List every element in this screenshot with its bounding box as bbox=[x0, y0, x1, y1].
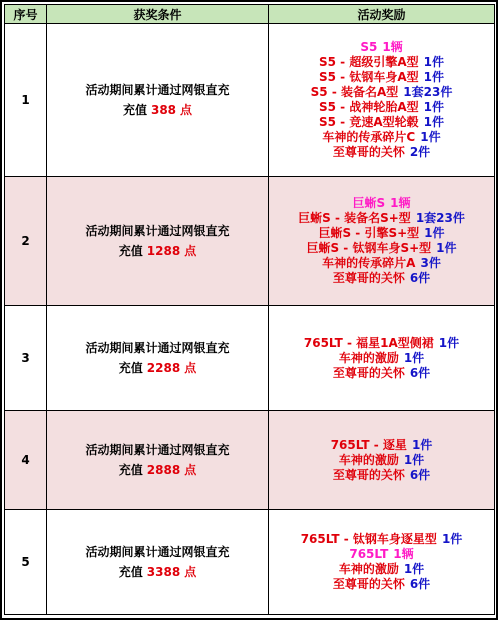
reward-quantity: 1件 bbox=[411, 437, 433, 452]
condition-text: 活动期间累计通过网银直充 bbox=[85, 443, 230, 457]
reward-item bbox=[269, 196, 494, 211]
table-row bbox=[5, 510, 495, 615]
reward-quantity: 1件 bbox=[403, 562, 425, 576]
reward-name: S5 bbox=[360, 40, 378, 54]
row-index: 5 bbox=[5, 510, 47, 615]
condition-amount: 2888 bbox=[146, 463, 181, 477]
reward-name: 巨蜥S - 钛钢车身S+型 bbox=[306, 241, 432, 255]
reward-quantity: 1件 bbox=[403, 452, 425, 467]
row-rewards bbox=[269, 177, 495, 306]
condition-unit: 点 bbox=[180, 103, 193, 117]
row-index: 1 bbox=[5, 24, 47, 177]
reward-quantity: 6件 bbox=[409, 577, 431, 591]
reward-name: 车神的激励 bbox=[338, 562, 399, 576]
reward-quantity: 1件 bbox=[423, 70, 444, 84]
reward-name: 车神的传承碎片C bbox=[322, 130, 416, 144]
reward-name: S5 - 超级引擎A型 bbox=[319, 55, 419, 69]
reward-name: S5 - 竞速A型轮毂 bbox=[319, 115, 419, 129]
reward-name: 车神的传承碎片A bbox=[322, 256, 416, 270]
condition-text: 活动期间累计通过网银直充 bbox=[85, 545, 230, 559]
row-rewards bbox=[269, 24, 495, 177]
reward-item bbox=[269, 336, 494, 351]
row-condition bbox=[47, 177, 269, 306]
reward-quantity: 6件 bbox=[409, 467, 431, 482]
condition-amount-line bbox=[47, 562, 268, 582]
condition-unit: 点 bbox=[184, 565, 197, 579]
reward-name: 至尊哥的关怀 bbox=[332, 145, 405, 159]
reward-quantity: 6件 bbox=[409, 271, 431, 285]
reward-item bbox=[269, 70, 494, 85]
reward-item bbox=[269, 468, 494, 483]
row-condition bbox=[47, 411, 269, 510]
reward-name: 765LT - 福星1A型侧裙 bbox=[303, 335, 434, 350]
reward-name: 765LT bbox=[349, 547, 389, 561]
reward-item bbox=[269, 562, 494, 577]
table-row bbox=[5, 306, 495, 411]
reward-item bbox=[269, 145, 494, 160]
reward-name: 至尊哥的关怀 bbox=[332, 467, 405, 482]
reward-item bbox=[269, 40, 494, 55]
condition-prefix: 充值 bbox=[118, 463, 143, 477]
row-rewards bbox=[269, 411, 495, 510]
reward-item bbox=[269, 351, 494, 366]
row-index: 4 bbox=[5, 411, 47, 510]
condition-unit: 点 bbox=[184, 361, 197, 375]
row-index: 2 bbox=[5, 177, 47, 306]
row-rewards bbox=[269, 306, 495, 411]
reward-item bbox=[269, 438, 494, 453]
reward-quantity: 1件 bbox=[423, 115, 444, 129]
row-index: 3 bbox=[5, 306, 47, 411]
condition-prefix: 充值 bbox=[118, 244, 143, 258]
condition-unit: 点 bbox=[184, 244, 197, 258]
reward-item bbox=[269, 100, 494, 115]
reward-quantity: 3件 bbox=[420, 256, 441, 270]
reward-quantity: 1件 bbox=[424, 226, 445, 240]
reward-item bbox=[269, 211, 494, 226]
reward-item bbox=[269, 130, 494, 145]
condition-amount: 3388 bbox=[146, 565, 181, 579]
reward-name: S5 - 钛钢车身A型 bbox=[319, 70, 419, 84]
reward-quantity: 1辆 bbox=[393, 547, 414, 561]
reward-item bbox=[269, 453, 494, 468]
reward-table bbox=[4, 4, 495, 615]
reward-item bbox=[269, 366, 494, 381]
reward-name: S5 - 装备名A型 bbox=[310, 85, 399, 99]
reward-name: 765LT - 逐星 bbox=[330, 437, 407, 452]
row-rewards bbox=[269, 510, 495, 615]
condition-text: 活动期间累计通过网银直充 bbox=[85, 341, 230, 355]
condition-amount: 388 bbox=[150, 103, 177, 117]
reward-quantity: 1套23件 bbox=[403, 85, 453, 99]
reward-quantity: 1件 bbox=[423, 100, 444, 114]
reward-name: 至尊哥的关怀 bbox=[332, 365, 405, 380]
reward-item bbox=[269, 241, 494, 256]
reward-quantity: 6件 bbox=[409, 365, 431, 380]
reward-quantity: 1件 bbox=[438, 335, 460, 350]
table-row bbox=[5, 24, 495, 177]
reward-name: S5 - 战神轮胎A型 bbox=[319, 100, 419, 114]
reward-name: 巨蜥S bbox=[352, 196, 386, 210]
condition-amount-line bbox=[47, 100, 268, 120]
reward-quantity: 1件 bbox=[441, 532, 463, 546]
reward-quantity: 1件 bbox=[436, 241, 457, 255]
reward-item bbox=[269, 547, 494, 562]
reward-name: 至尊哥的关怀 bbox=[332, 271, 405, 285]
reward-item bbox=[269, 115, 494, 130]
reward-quantity: 1辆 bbox=[390, 196, 411, 210]
condition-amount-line bbox=[47, 358, 268, 378]
table-row bbox=[5, 177, 495, 306]
condition-prefix: 充值 bbox=[118, 361, 143, 375]
reward-quantity: 1件 bbox=[420, 130, 441, 144]
reward-item bbox=[269, 271, 494, 286]
table-row bbox=[5, 411, 495, 510]
condition-amount-line bbox=[47, 241, 268, 261]
reward-quantity: 1件 bbox=[423, 55, 444, 69]
condition-text: 活动期间累计通过网银直充 bbox=[85, 224, 230, 238]
reward-item bbox=[269, 226, 494, 241]
condition-amount: 2288 bbox=[146, 361, 181, 375]
reward-name: 巨蜥S - 装备名S+型 bbox=[298, 211, 411, 225]
table-header-row bbox=[5, 5, 495, 24]
reward-item bbox=[269, 85, 494, 100]
reward-name: 车神的激励 bbox=[338, 350, 399, 365]
header-condition: 获奖条件 bbox=[47, 5, 269, 24]
row-condition bbox=[47, 306, 269, 411]
reward-name: 车神的激励 bbox=[338, 452, 399, 467]
condition-amount-line bbox=[47, 460, 268, 480]
reward-quantity: 2件 bbox=[409, 145, 431, 159]
reward-item bbox=[269, 256, 494, 271]
reward-name: 765LT - 钛钢车身逐星型 bbox=[300, 532, 437, 546]
reward-quantity: 1套23件 bbox=[415, 211, 465, 225]
reward-quantity: 1件 bbox=[403, 350, 425, 365]
header-index: 序号 bbox=[5, 5, 47, 24]
condition-unit: 点 bbox=[184, 463, 197, 477]
reward-item bbox=[269, 55, 494, 70]
reward-item bbox=[269, 532, 494, 547]
condition-text: 活动期间累计通过网银直充 bbox=[85, 83, 230, 97]
condition-prefix: 充值 bbox=[122, 103, 147, 117]
reward-name: 巨蜥S - 引擎S+型 bbox=[318, 226, 420, 240]
reward-quantity: 1辆 bbox=[382, 40, 403, 54]
row-condition bbox=[47, 24, 269, 177]
reward-name: 至尊哥的关怀 bbox=[332, 577, 405, 591]
reward-item bbox=[269, 577, 494, 592]
condition-prefix: 充值 bbox=[118, 565, 143, 579]
row-condition bbox=[47, 510, 269, 615]
condition-amount: 1288 bbox=[146, 244, 181, 258]
header-reward: 活动奖励 bbox=[269, 5, 495, 24]
